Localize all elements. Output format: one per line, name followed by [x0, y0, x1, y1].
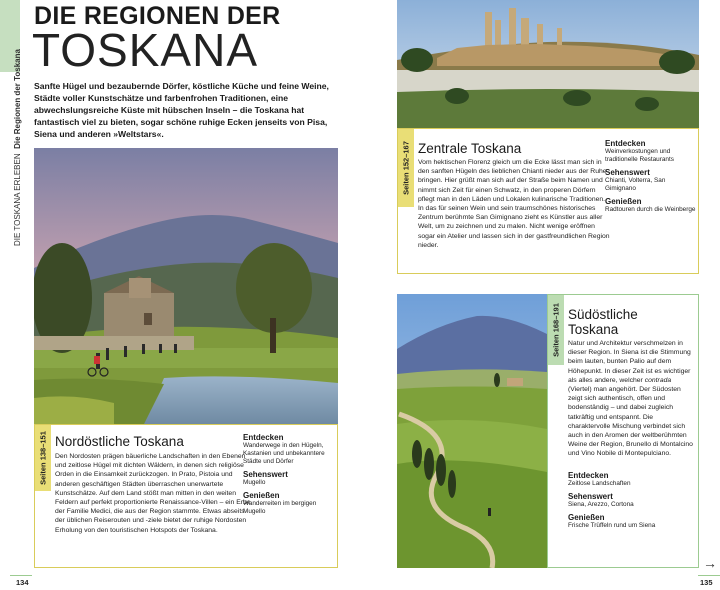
- region-text-northeast: Den Nordosten prägen bäuerliche Landschaften in den Ebenen und zeitlose Hügel mit dichten Wäldern, in denen sich religiöse Orden in die Einsamkeit zurückzogen. In Prato, Pistoia und anderen geschäftigen Städten überraschen unerwartete Kunstschätze. Auf dem Land stößt man mitten in den weiten Feldern auf perfekt proportionierte Renaissance-Villen – ein Erbe der Familie Medici, die aus der Region stammte. Etwas abseits der üblichen Reiserouten und -ziele bietet der ruhige Nordosten Erholung von den touristischen Hotspots der Toskana.: [55, 453, 251, 534]
- photo-northeast-landscape: [34, 148, 338, 424]
- sehenswert-text: Mugello: [243, 479, 266, 486]
- pages-label: Seiten 152–167: [401, 141, 411, 195]
- photo-san-gimignano: [397, 0, 699, 128]
- geniessen-heading: Genießen: [568, 513, 605, 522]
- region-title-southeast: [568, 307, 638, 337]
- sehenswert-heading: Sehenswert: [605, 168, 650, 177]
- geniessen-heading: Genießen: [243, 491, 280, 500]
- intro-text: Sanfte Hügel und bezaubernde Dörfer, köstliche Küche und feine Weine, Städte voller Kunstschätze und farbenfrohen Traditionen, eine abwechslungsreiche Küste mit hübschen Inseln – die Toskana hat fantastisch viel zu bieten, sogar schöne ruhige Ecken jenseits von Pisa, Siena und anderen »Weltstars«.: [34, 81, 329, 139]
- page-number-right: 135: [700, 578, 713, 587]
- region-text-part-2: (Viertel) man angehört. Der Südosten zeigt sich authentisch, offen und bodenständig – und dabei zugleich tatkräftig und entspannt. Die charaktervolle Mischung verbindet sich auch in den Aromen der weltberühmten Weine der Region, Brunello di Montalcino und Vino Nobile di Montepulciano.: [568, 386, 693, 458]
- pages-label: Seiten 138–151: [38, 431, 48, 485]
- region-title-line-2: Toskana: [568, 322, 619, 337]
- geniessen-text: Radtouren durch die Weinberge: [605, 206, 696, 213]
- entdecken-text: Wanderwege in den Hügeln, Kastanien und unbekanntere Städte und Dörfer: [243, 442, 325, 465]
- page-title-line-1: DIE REGIONEN DER: [34, 2, 281, 30]
- region-facts-central: [605, 135, 697, 214]
- page-number-left: 134: [16, 578, 29, 587]
- entdecken-heading: Entdecken: [605, 139, 646, 148]
- pages-tab-northeast: [35, 425, 51, 491]
- pages-tab-central: [398, 129, 414, 207]
- region-title-line-1: Südöstliche: [568, 307, 638, 322]
- entdecken-heading: Entdecken: [568, 471, 609, 480]
- page-title-line-2: TOSKANA: [32, 24, 258, 76]
- entdecken-heading: Entdecken: [243, 433, 284, 442]
- spine-section: DIE TOSKANA ERLEBEN: [13, 153, 22, 246]
- geniessen-text: Frische Trüffeln rund um Siena: [568, 522, 656, 529]
- region-box-southeast: [547, 294, 699, 568]
- pages-label: Seiten 168–191: [551, 303, 561, 357]
- entdecken-text: Weinverkostungen und traditionelle Restaurants: [605, 148, 674, 163]
- sehenswert-text: Chianti, Volterra, San Gimignano: [605, 177, 666, 192]
- entdecken-text: Zeitlose Landschaften: [568, 480, 631, 487]
- sehenswert-text: Siena, Arezzo, Cortona: [568, 501, 634, 508]
- photo-val-dorcia: [397, 294, 547, 568]
- footer-rule-left: [10, 575, 32, 576]
- region-title-central: Zentrale Toskana: [418, 141, 522, 156]
- region-facts-northeast: [243, 429, 337, 516]
- sehenswert-heading: Sehenswert: [243, 470, 288, 479]
- region-title-northeast: Nordöstliche Toskana: [55, 434, 184, 449]
- geniessen-text: Wanderreiten im bergigen Mugello: [243, 500, 317, 515]
- footer-rule-right: [698, 575, 720, 576]
- region-text-emphasis: contrada: [644, 376, 672, 384]
- geniessen-heading: Genießen: [605, 197, 642, 206]
- region-facts-southeast: [568, 467, 696, 530]
- region-text-southeast: [568, 339, 696, 459]
- pages-tab-southeast: [548, 295, 564, 365]
- spine-chapter: Die Regionen der Toskana: [13, 49, 22, 149]
- region-text-part-1: Natur und Architektur verschmelzen in dieser Region. In Siena ist die Stimmung beim lauten, bunten Palio auf dem Höhepunkt. In dieser Zeit ist es wichtiger als alles andere, welcher: [568, 340, 691, 384]
- next-page-arrow-icon[interactable]: →: [703, 555, 717, 571]
- region-box-central: [397, 128, 699, 274]
- region-box-northeast: [34, 424, 338, 568]
- sehenswert-heading: Sehenswert: [568, 492, 613, 501]
- spine-label: [8, 49, 28, 246]
- region-text-central: Vom hektischen Florenz gleich um die Ecke lässt man sich in den sanften Hügeln des lieblichen Chianti nieder aus der Ruhe bringen. Hier grüßt man sich auf der Straße beim Namen und nimmt sich Zeit für einen Schwatz, in den properen Dörfern pflegt man in den Läden und Lokalen kulinarische Traditionen. In das für seinen Wein und sein traumschönes historisches Zentrum berühmte San Gimignano zieht es Künstler aus aller Welt, um zu zeichnen und zu malen. Nicht wenige eröffnen sogar ein Atelier und lassen sich in der gastfreundlichen Region nieder.: [418, 159, 610, 249]
